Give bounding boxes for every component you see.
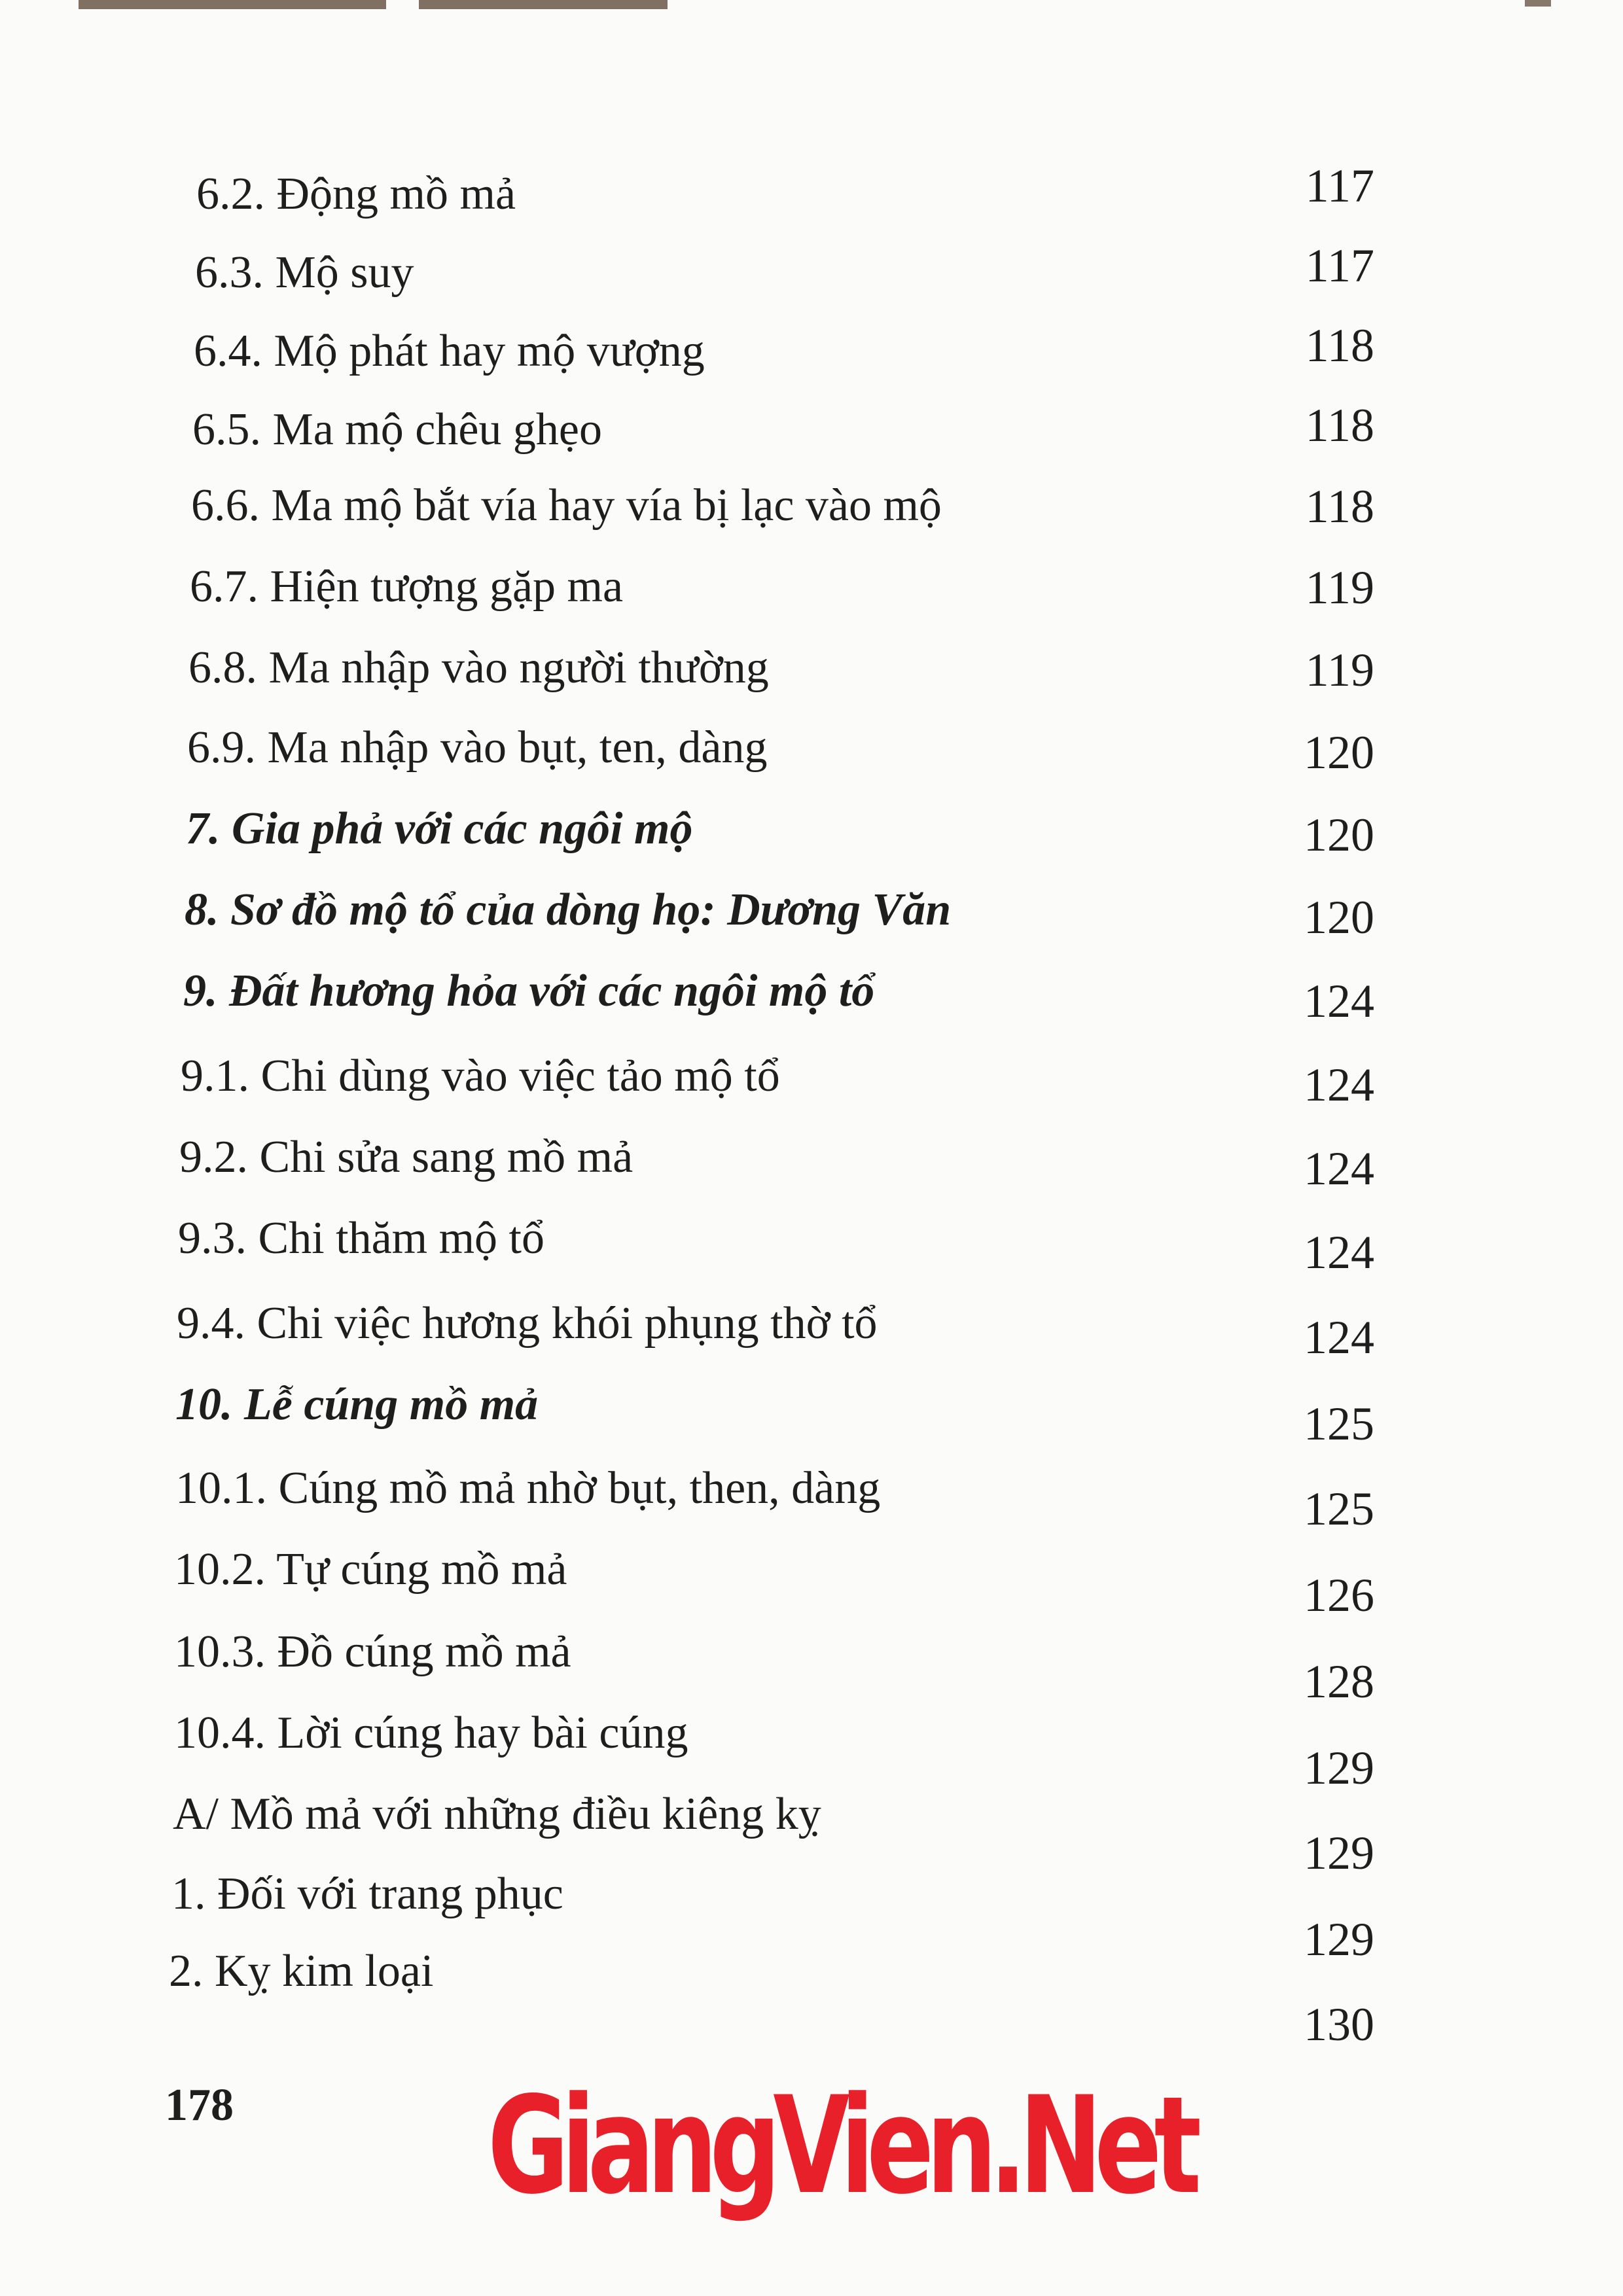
toc-entry-page: 118 — [1305, 399, 1374, 451]
toc-entry-label: 6.3. Mộ suy — [195, 247, 414, 298]
toc-entry-label: 2. Kỵ kim loại — [169, 1946, 434, 1996]
toc-entry-page: 124 — [1304, 1059, 1374, 1111]
toc-section-label: 7. Gia phả với các ngôi mộ — [186, 804, 693, 854]
toc-entry-page: 129 — [1304, 1742, 1374, 1794]
toc-entry-page: 118 — [1305, 480, 1374, 533]
toc-entry-label: 6.8. Ma nhập vào người thường — [188, 643, 769, 693]
toc-entry-page: 129 — [1304, 1913, 1374, 1966]
toc-entry-label: 6.7. Hiện tượng gặp ma — [190, 561, 624, 612]
toc-entry-page: 119 — [1305, 644, 1374, 696]
toc-entry-page: 124 — [1304, 1142, 1374, 1195]
toc-section-label: 8. Sơ đồ mộ tổ của dòng họ: Dương Văn — [185, 885, 952, 935]
toc-section-label: 10. Lễ cúng mồ mả — [175, 1379, 539, 1430]
toc-entry-label: 6.9. Ma nhập vào bụt, ten, dàng — [187, 722, 768, 773]
toc-entry-page: 124 — [1304, 1226, 1374, 1279]
toc-entry-label: 6.2. Động mồ mả — [196, 169, 516, 219]
toc-entry-page: 129 — [1304, 1827, 1374, 1879]
toc-entry-page: 119 — [1305, 561, 1374, 614]
toc-entry-page: 126 — [1304, 1569, 1374, 1621]
page-number: 178 — [165, 2080, 234, 2130]
toc-entry-label: 10.3. Đồ cúng mồ mả — [174, 1627, 571, 1677]
toc-entry-label: 1. Đối với trang phục — [171, 1869, 563, 1919]
toc-entry-page: 125 — [1304, 1483, 1374, 1535]
toc-entry-label: 9.3. Chi thăm mộ tổ — [178, 1213, 544, 1263]
toc-entry-page: 120 — [1304, 809, 1374, 861]
toc-entry-label: 9.2. Chi sửa sang mồ mả — [179, 1132, 633, 1182]
toc-entry-page: 120 — [1304, 891, 1374, 944]
toc-entry-page: 117 — [1305, 160, 1374, 212]
watermark-logo: GiangVien.Net — [488, 2068, 1194, 2224]
toc-entry-label: A/ Mồ mả với những điều kiêng kỵ — [173, 1789, 821, 1839]
toc-entry-label: 6.5. Ma mộ chêu ghẹo — [192, 404, 602, 455]
toc-entry-label: 9.4. Chi việc hương khói phụng thờ tổ — [177, 1298, 878, 1349]
toc-entry-label: 9.1. Chi dùng vào việc tảo mộ tổ — [181, 1051, 780, 1101]
toc-entry-label: 10.4. Lời cúng hay bài cúng — [174, 1708, 688, 1758]
toc-entry-label: 6.4. Mộ phát hay mộ vượng — [194, 326, 705, 376]
toc-entry-page: 128 — [1304, 1655, 1374, 1708]
toc-entry-page: 124 — [1304, 975, 1374, 1027]
toc-entry-page: 120 — [1304, 726, 1374, 779]
toc-entry-page: 130 — [1304, 1998, 1374, 2051]
toc-entry-label: 6.6. Ma mộ bắt vía hay vía bị lạc vào mộ — [191, 480, 942, 531]
toc-entry-page: 124 — [1304, 1311, 1374, 1364]
toc-entry-label: 10.2. Tự cúng mồ mả — [174, 1544, 567, 1595]
toc-section-label: 9. Đất hương hỏa với các ngôi mộ tổ — [183, 966, 875, 1016]
toc-entry-page: 118 — [1305, 319, 1374, 372]
toc-entry-page: 117 — [1305, 239, 1374, 292]
toc-entry-label: 10.1. Cúng mồ mả nhờ bụt, then, dàng — [175, 1463, 881, 1513]
toc-entry-page: 125 — [1304, 1398, 1374, 1450]
